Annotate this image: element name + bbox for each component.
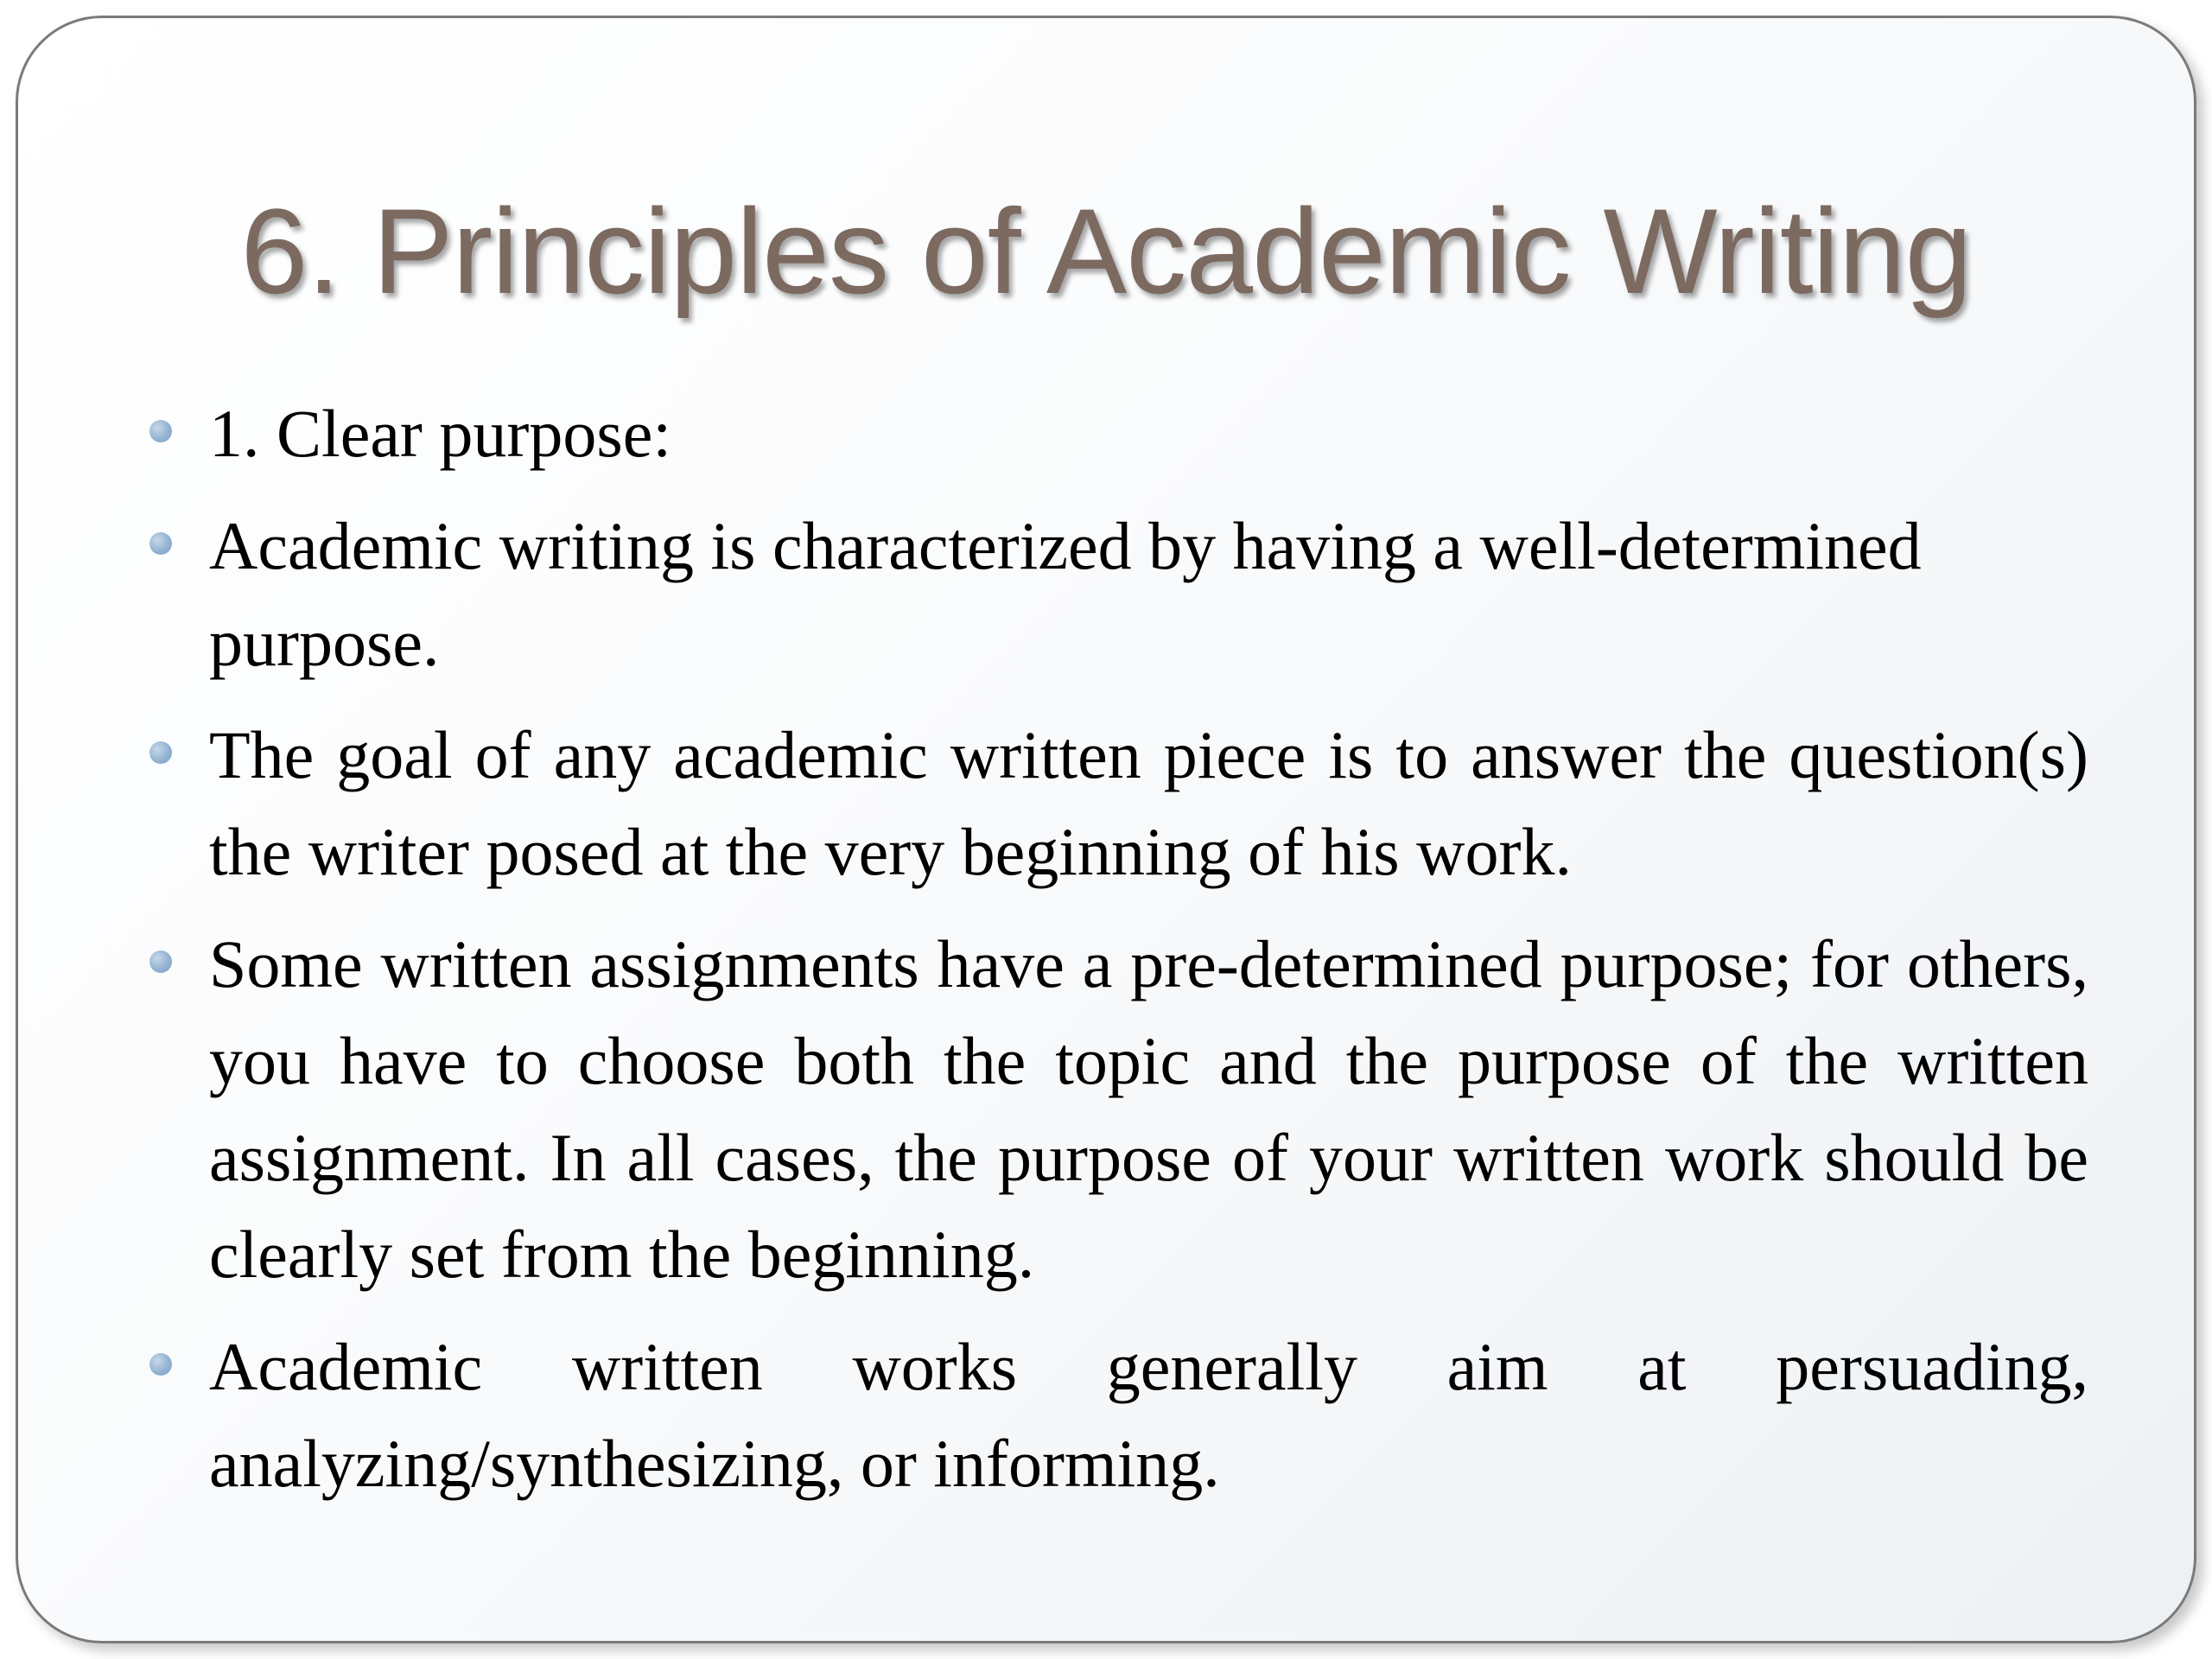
bullet-text: 1. Clear purpose:	[209, 396, 672, 471]
bullet-text: Academic writing is characterized by having a well-determined purpose.	[209, 508, 1922, 680]
bullet-list	[144, 385, 2088, 1528]
bullet-dot-icon	[149, 532, 172, 555]
slide-title: 6. Principles of Academic Writing	[240, 183, 1972, 319]
slide	[16, 16, 2196, 1643]
bullet-dot-icon	[149, 1353, 172, 1376]
bullet-item	[144, 498, 2088, 691]
bullet-item	[144, 385, 2088, 482]
bullet-dot-icon	[149, 950, 172, 973]
bullet-dot-icon	[149, 420, 172, 442]
bullet-dot-icon	[149, 741, 172, 764]
bullet-text: Academic written works generally aim at persuading, analyzing/synthesizing, or informing.	[209, 1329, 2088, 1501]
bullet-text: The goal of any academic written piece is to answer the question(s) the writer posed at the very beginning of his work.	[209, 717, 2088, 889]
bullet-item	[144, 916, 2088, 1303]
bullet-item	[144, 707, 2088, 900]
bullet-item	[144, 1319, 2088, 1512]
bullet-text: Some written assignments have a pre-determined purpose; for others, you have to choose both the topic and the purpose of the written assignment. In all cases, the purpose of your written work should be clearly set from the beginning.	[209, 926, 2088, 1292]
